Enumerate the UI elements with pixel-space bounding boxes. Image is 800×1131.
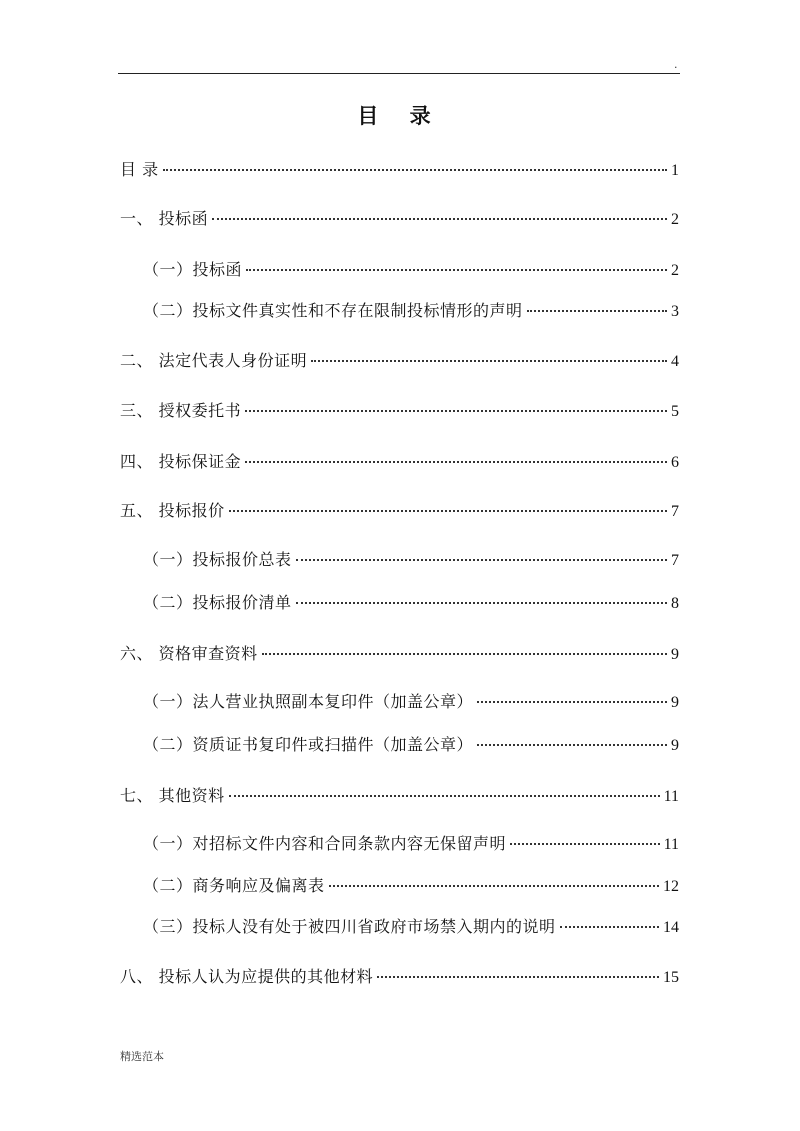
toc-dot-leader bbox=[163, 169, 667, 171]
toc-page-number: 1 bbox=[671, 162, 679, 179]
toc-entry-label: 二、 法定代表人身份证明 bbox=[120, 351, 308, 370]
toc-page-number: 2 bbox=[671, 262, 679, 279]
toc-entry-label: （二）资质证书复印件或扫描件（加盖公章） bbox=[143, 735, 474, 754]
toc-page-number: 2 bbox=[671, 211, 679, 228]
toc-entry[interactable] bbox=[143, 590, 679, 614]
toc-entry[interactable] bbox=[120, 964, 679, 988]
toc-dot-leader bbox=[560, 926, 659, 928]
toc-page-number: 14 bbox=[663, 919, 679, 936]
toc-entry[interactable] bbox=[143, 298, 679, 322]
toc-entry[interactable] bbox=[120, 157, 679, 181]
toc-dot-leader bbox=[527, 310, 667, 312]
toc-entry-label: 六、 资格审查资料 bbox=[120, 644, 258, 663]
toc-entry-label: （一）投标报价总表 bbox=[143, 550, 292, 569]
toc-dot-leader bbox=[377, 976, 659, 978]
toc-entry[interactable] bbox=[120, 449, 679, 473]
toc-entry[interactable] bbox=[143, 547, 679, 571]
toc-dot-leader bbox=[477, 701, 667, 703]
toc-entry-label: （一）法人营业执照副本复印件（加盖公章） bbox=[143, 692, 474, 711]
footer-text: 精选范本 bbox=[120, 1050, 164, 1063]
toc-entry[interactable] bbox=[143, 732, 679, 756]
toc-entry-label: （二）商务响应及偏离表 bbox=[143, 876, 325, 895]
toc-entry[interactable] bbox=[120, 498, 679, 522]
toc-dot-leader bbox=[246, 269, 667, 271]
toc-entry[interactable] bbox=[120, 206, 679, 230]
toc-entry-label: 八、 投标人认为应提供的其他材料 bbox=[120, 967, 374, 986]
toc-page-number: 9 bbox=[671, 737, 679, 754]
toc-entry-label: （一）投标函 bbox=[143, 260, 243, 279]
toc-page-number: 9 bbox=[671, 646, 679, 663]
toc-entry[interactable] bbox=[120, 398, 679, 422]
toc-page-number: 3 bbox=[671, 303, 679, 320]
toc-page-number: 11 bbox=[663, 836, 679, 853]
toc-entry-label: （三）投标人没有处于被四川省政府市场禁入期内的说明 bbox=[143, 917, 556, 936]
toc-entry[interactable] bbox=[143, 831, 679, 855]
toc-entry-label: 七、 其他资料 bbox=[120, 786, 225, 805]
toc-dot-leader bbox=[229, 510, 667, 512]
toc-dot-leader bbox=[510, 843, 660, 845]
toc-entry-label: 一、 投标函 bbox=[120, 209, 209, 228]
page-title: 目 录 bbox=[357, 104, 443, 128]
toc-page-number: 6 bbox=[671, 454, 679, 471]
toc-entry-label: （一）对招标文件内容和合同条款内容无保留声明 bbox=[143, 834, 507, 853]
toc-page-number: 7 bbox=[671, 503, 679, 520]
toc-page-number: 12 bbox=[663, 878, 679, 895]
toc-entry[interactable] bbox=[143, 873, 679, 897]
toc-dot-leader bbox=[477, 744, 667, 746]
toc-entry-label: （二）投标报价清单 bbox=[143, 593, 292, 612]
toc-dot-leader bbox=[229, 795, 660, 797]
toc-entry[interactable] bbox=[143, 689, 679, 713]
toc-dot-leader bbox=[245, 410, 667, 412]
toc-page-number: 11 bbox=[663, 788, 679, 805]
toc-page-number: 15 bbox=[663, 969, 679, 986]
toc-page-number: 5 bbox=[671, 403, 679, 420]
toc-dot-leader bbox=[245, 461, 667, 463]
toc-dot-leader bbox=[212, 218, 667, 220]
toc-dot-leader bbox=[296, 559, 667, 561]
toc-entry[interactable] bbox=[143, 257, 679, 281]
toc-dot-leader bbox=[311, 360, 667, 362]
toc-dot-leader bbox=[329, 885, 659, 887]
toc-entry-label: 目 录 bbox=[120, 160, 159, 179]
toc-page-number: 8 bbox=[671, 595, 679, 612]
toc-entry[interactable] bbox=[120, 348, 679, 372]
toc-entry[interactable] bbox=[120, 783, 679, 807]
toc-entry[interactable] bbox=[120, 641, 679, 665]
toc-entry-label: 三、 授权委托书 bbox=[120, 401, 242, 420]
toc-page-number: 9 bbox=[671, 694, 679, 711]
toc-dot-leader bbox=[262, 653, 667, 655]
toc-page-number: 4 bbox=[671, 353, 679, 370]
toc-page-number: 7 bbox=[671, 552, 679, 569]
toc-entry-label: 四、 投标保证金 bbox=[120, 452, 242, 471]
toc-dot-leader bbox=[296, 602, 667, 604]
toc-entry-label: 五、 投标报价 bbox=[120, 501, 225, 520]
header-mark: . bbox=[674, 58, 678, 71]
toc-entry-label: （二）投标文件真实性和不存在限制投标情形的声明 bbox=[143, 301, 523, 320]
toc-entry[interactable] bbox=[143, 914, 679, 938]
